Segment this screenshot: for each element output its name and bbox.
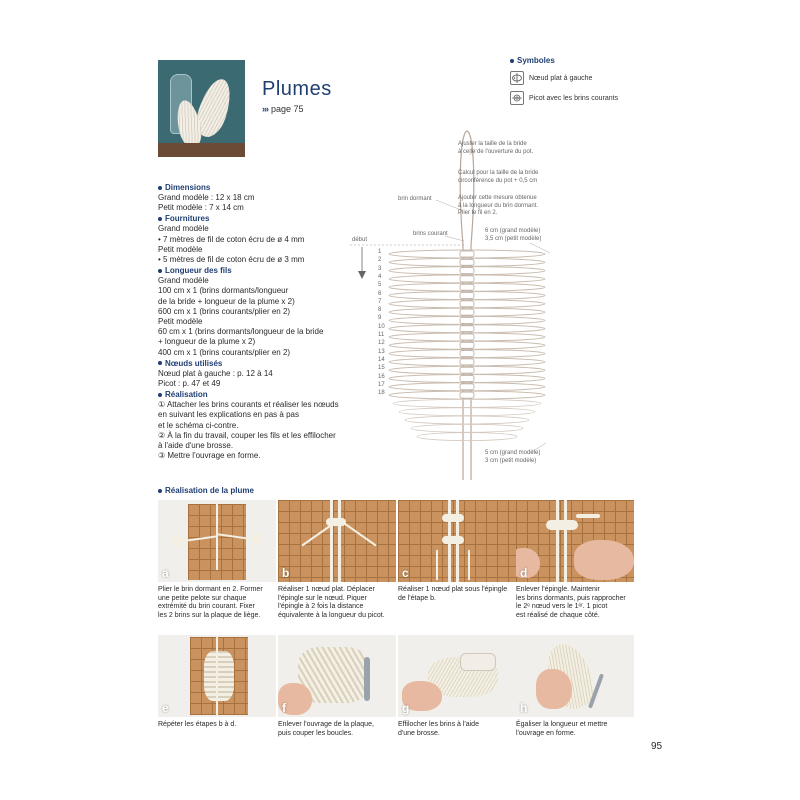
spec-line: + longueur de la plume x 2): [158, 337, 256, 347]
step-caption: [278, 586, 396, 620]
caption-line: Réaliser 1 nœud plat sous l'épingle: [398, 586, 508, 593]
spec-line: 600 cm x 1 (brins courants/plier en 2): [158, 306, 291, 316]
note-calcul: [458, 170, 538, 185]
step-photo: [278, 500, 396, 582]
step-photo: [398, 500, 516, 582]
spec-line: et le schéma ci-contre.: [158, 420, 239, 430]
step-photo: [158, 635, 276, 717]
row-number: 3: [378, 265, 382, 272]
step-c: [398, 500, 516, 603]
heading-text: Réalisation de la plume: [165, 486, 254, 495]
spec-line: 100 cm x 1 (brins dormants/longueur: [158, 286, 289, 296]
row-number: 10: [378, 323, 385, 330]
spec-line: Petit modèle: [158, 244, 203, 254]
bullet-icon: [158, 217, 162, 221]
row-number: 5: [378, 282, 382, 289]
heading-text: Dimensions: [165, 183, 211, 192]
row-number: 12: [378, 340, 385, 347]
note-line: Calcul pour la taille de la bride: [458, 170, 539, 176]
knot-mark: [460, 284, 474, 290]
step-caption: [278, 721, 396, 738]
knot-mark: [460, 317, 474, 323]
step-letter: h: [520, 701, 528, 715]
symbol-row: [510, 71, 660, 85]
rope: [338, 500, 341, 582]
rope-ball: [252, 532, 262, 546]
caption-line: Égaliser la longueur et mettre: [516, 721, 608, 728]
page-reference: [262, 104, 304, 114]
caption-line: est réalisé de chaque côté.: [516, 611, 600, 619]
knot-mark: [460, 392, 474, 398]
picot-icon: [510, 91, 524, 105]
knot: [546, 520, 578, 530]
spec-line: • 7 mètres de fil de coton écru de ø 4 mm: [158, 234, 305, 244]
step-letter: c: [402, 566, 409, 580]
label-debut: début: [352, 237, 368, 243]
spec-line: Grand modèle : 12 x 18 cm: [158, 193, 255, 202]
spec-line: • 5 mètres de fil de coton écru de ø 3 mm: [158, 255, 305, 265]
row-number: 9: [378, 315, 382, 322]
step-letter: f: [282, 701, 286, 715]
dimensions-heading: [158, 182, 358, 193]
spec-line: 60 cm x 1 (brins dormants/longueur de la bride: [158, 327, 324, 337]
caption-line: l'épingle sur le nœud. Piquer: [278, 594, 367, 602]
spec-line: ① Attacher les brins courants et réaliser les nœuds: [158, 400, 339, 410]
step-h: [516, 635, 634, 738]
spec-line: Petit modèle: [158, 317, 203, 327]
step-caption: [516, 586, 634, 620]
table: [158, 143, 245, 157]
dim-line: 6 cm (grand modèle): [485, 228, 541, 234]
caption-line: Réaliser 1 nœud plat. Déplacer: [278, 586, 375, 593]
note-line: Ajouter cette mesure obtenue: [458, 195, 537, 201]
spec-line: en suivant les explications en pas à pas: [158, 410, 299, 420]
spec-line: Picot : p. 47 et 49: [158, 379, 221, 389]
brush-icon: [460, 653, 496, 671]
spec-line: à l'aide d'une brosse.: [158, 441, 234, 451]
heading-text: Fournitures: [165, 214, 210, 224]
spec-line: ② À la fin du travail, couper les fils et les effilocher: [158, 430, 336, 440]
caption-line: Répéter les étapes b à d.: [158, 721, 237, 728]
spec-line: ③ Mettre l'ouvrage en forme.: [158, 451, 261, 461]
row-number: 15: [378, 365, 385, 372]
step-f: [278, 635, 396, 738]
note-line: Plier le fil en 2.: [458, 210, 498, 216]
row-number: 14: [378, 356, 385, 363]
knot-mark: [460, 326, 474, 332]
rope: [556, 500, 559, 582]
note-ajouter: [458, 195, 538, 218]
row-number: 1: [378, 249, 382, 255]
spec-column: [158, 182, 358, 461]
symbols-heading-text: Symboles: [517, 56, 555, 65]
bullet-icon: [158, 393, 162, 397]
spec-line: Grand modèle: [158, 224, 209, 234]
knot-mark: [460, 276, 474, 282]
step-letter: a: [162, 566, 169, 580]
supplies-heading: [158, 213, 358, 224]
step-letter: d: [520, 566, 528, 580]
top-dimensions: [485, 228, 541, 243]
knot-mark: [460, 309, 474, 315]
row-number: 7: [378, 298, 382, 305]
knot-mark: [460, 351, 474, 357]
knot-mark: [460, 293, 474, 299]
spec-line: Grand modèle: [158, 276, 209, 286]
knot-mark: [460, 376, 474, 382]
knot-mark: [460, 334, 474, 340]
chevron-icon: ›››: [262, 104, 268, 114]
feather-tip-loop: [405, 416, 529, 424]
bullet-icon: [158, 186, 162, 190]
bullet-icon: [158, 361, 162, 365]
note-bride: [458, 141, 533, 156]
spec-line: Nœud plat à gauche : p. 12 à 14: [158, 368, 273, 378]
dim-line: 3 cm (petit modèle): [485, 457, 537, 464]
knot-mark: [460, 301, 474, 307]
hand: [574, 540, 634, 580]
knot-mark: [460, 367, 474, 373]
dim-line: 3,5 cm (petit modèle): [485, 235, 542, 242]
knot-mark: [460, 251, 474, 257]
step-e: [158, 635, 276, 730]
step-photo: [158, 500, 276, 582]
scissors-icon: [364, 657, 370, 701]
knot-mark: [460, 259, 474, 265]
feather-tip-loop: [411, 424, 523, 432]
dim-line: 5 cm (grand modèle): [485, 450, 541, 456]
step-caption: [398, 586, 516, 603]
step-photo: [516, 500, 634, 582]
step-photo: [398, 635, 516, 717]
step-letter: g: [402, 701, 410, 715]
step-caption: [158, 721, 276, 730]
bullet-icon: [510, 59, 514, 63]
caption-line: les brins dormants, puis rapprocher: [516, 594, 626, 602]
symbol-label: Picot avec les brins courants: [529, 94, 619, 102]
rope-ball: [172, 534, 182, 548]
label-brin-dormant: brin dormant: [398, 196, 432, 202]
realisation-heading: [158, 389, 358, 400]
rope: [436, 550, 438, 580]
row-number: 13: [378, 348, 385, 355]
step-a: [158, 500, 276, 620]
row-number: 16: [378, 373, 385, 380]
rope: [330, 500, 333, 582]
row-number: 18: [378, 390, 385, 397]
step-caption: [158, 586, 276, 620]
spec-line: Petit modèle : 7 x 14 cm: [158, 203, 244, 213]
caption-line: l'épingle à 2 fois la distance: [278, 603, 364, 611]
step-letter: b: [282, 566, 290, 580]
caption-line: Enlever l'épingle. Maintenir: [516, 586, 600, 593]
knot-mark: [460, 268, 474, 274]
caption-line: équivalente à la longueur du picot.: [278, 611, 385, 619]
bullet-icon: [158, 269, 162, 273]
note-line: Ajuster la taille de la bride: [458, 141, 527, 147]
caption-line: d'une brosse.: [398, 729, 440, 737]
knot: [326, 518, 346, 526]
step-photo: [516, 635, 634, 717]
page-number: 95: [651, 741, 663, 752]
feather-tip-loop: [399, 408, 535, 416]
row-number: 17: [378, 381, 385, 388]
caption-line: Enlever l'ouvrage de la plaque,: [278, 721, 374, 728]
note-line: à la longueur du brin dormant.: [458, 202, 539, 209]
rope: [576, 514, 600, 518]
plume-heading: [158, 486, 254, 495]
rope: [216, 635, 218, 717]
hero-photo: [158, 60, 245, 157]
symbol-row: [510, 91, 660, 105]
step-letter: e: [162, 701, 169, 715]
step-d: [516, 500, 634, 620]
caption-line: l'ouvrage en forme.: [516, 729, 576, 737]
step-g: [398, 635, 516, 738]
caption-line: les 2 brins sur la plaque de liège.: [158, 611, 261, 619]
row-number: 2: [378, 257, 382, 264]
step-caption: [516, 721, 634, 738]
heading-text: Réalisation: [165, 390, 208, 400]
row-number: 11: [378, 332, 385, 338]
row-number: 6: [378, 290, 382, 297]
caption-line: une petite pelote sur chaque: [158, 594, 247, 602]
caption-line: le 2ᵉ nœud vers le 1ᵉʳ. 1 picot: [516, 603, 608, 611]
knots-heading: [158, 358, 358, 369]
page-title: Plumes: [262, 78, 332, 100]
note-line: circonférence du pot + 0,5 cm: [458, 177, 538, 184]
symbols-heading: [510, 56, 660, 65]
rope: [468, 550, 470, 580]
step-caption: [398, 721, 516, 738]
knot-mark: [460, 359, 474, 365]
bullet-icon: [158, 489, 162, 493]
step-b: [278, 500, 396, 620]
feather-tip-loop: [393, 399, 541, 407]
caption-line: Plier le brin dormant en 2. Former: [158, 586, 263, 593]
rope: [564, 500, 567, 582]
spec-line: de la bride + longueur de la plume x 2): [158, 296, 295, 306]
symbol-label: Nœud plat à gauche: [529, 74, 593, 82]
knot-diagram: [340, 125, 570, 485]
knot-mark: [460, 342, 474, 348]
row-number: 4: [378, 273, 382, 280]
label-brin-courant: brins courant: [413, 231, 448, 237]
symbols-legend: [510, 56, 660, 105]
arrow-down-icon: [358, 271, 366, 279]
knot: [442, 536, 464, 544]
lengths-heading: [158, 265, 358, 276]
page-ref-text: page 75: [271, 104, 304, 114]
square-knot-left-icon: [510, 71, 524, 85]
feather-work: [204, 651, 234, 701]
feather-tip-loop: [417, 433, 517, 441]
knot-mark: [460, 384, 474, 390]
note-line: à celle de l'ouverture du pot.: [458, 148, 534, 155]
heading-text: Longueur des fils: [165, 266, 232, 276]
knot: [442, 514, 464, 522]
caption-line: Effilocher les brins à l'aide: [398, 721, 479, 728]
bottom-dimensions: [485, 450, 540, 465]
hand: [536, 669, 572, 709]
caption-line: de l'étape b.: [398, 594, 436, 602]
spec-line: 400 cm x 1 (brins courants/plier en 2): [158, 347, 291, 357]
caption-line: puis couper les boucles.: [278, 729, 354, 737]
row-number: 8: [378, 307, 382, 314]
step-photo: [278, 635, 396, 717]
caption-line: extrémité du brin courant. Fixer: [158, 603, 255, 611]
heading-text: Nœuds utilisés: [165, 358, 223, 368]
plume-section-heading: [158, 486, 254, 495]
